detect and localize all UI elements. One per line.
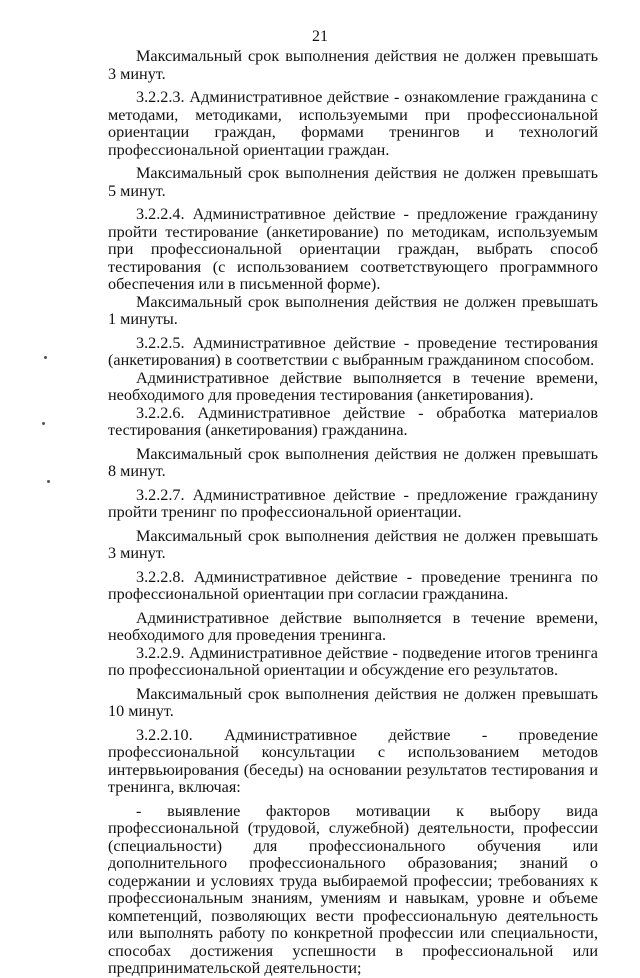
paragraph: Максимальный срок выполнения действия не должен превышать 1 минуты. bbox=[108, 292, 598, 328]
paragraph: 3.2.2.8. Административное действие - проведение тренинга по профессиональной ориентации при согласии гражданина. bbox=[108, 567, 598, 603]
paragraph: Административное действие выполняется в течение времени, необходимого для проведения тестирования (анкетирования). bbox=[108, 368, 598, 404]
scan-mark bbox=[47, 480, 50, 483]
paragraph: 3.2.2.5. Административное действие - проведение тестирования (анкетирования) в соответствии с выбранным гражданином способом. bbox=[108, 333, 598, 369]
paragraph: Максимальный срок выполнения действия не должен превышать 5 минут. bbox=[108, 164, 598, 200]
paragraph: 3.2.2.9. Административное действие - подведение итогов тренинга по профессиональной ориентации и обсуждение его результатов. bbox=[108, 643, 598, 679]
list-item: - выявление факторов мотивации к выбору вида профессиональной (трудовой, служебной) деятельности, профессии (специальности) для профессионального обучения или дополнительного профессионального образования; знаний о содержании и условиях труда выбираемой профессии; требованиях к профессиональным знаниям, умениям и навыкам, уровне и объеме компетенций, позволяющих вести профессиональную деятельность или выполнять работу по конкретной профессии или специальности, способах достижения успешности в профессиональной или предпринимательской деятельности; bbox=[108, 801, 598, 977]
paragraph: Максимальный срок выполнения действия не должен превышать 3 минут. bbox=[108, 47, 598, 83]
paragraph: 3.2.2.7. Административное действие - предложение гражданину пройти тренинг по профессиональной ориентации. bbox=[108, 485, 598, 521]
paragraph: 3.2.2.4. Административное действие - предложение гражданину пройти тестирование (анкетирование) по методикам, используемым при профессиональной ориентации граждан, выбрать способ тестирования (с использованием соответствующего программного обеспечения или в письменной форме). bbox=[108, 205, 598, 293]
scan-mark bbox=[44, 356, 47, 359]
paragraph: Административное действие выполняется в течение времени, необходимого для проведения тренинга. bbox=[108, 608, 598, 644]
paragraph: 3.2.2.10. Административное действие - проведение профессиональной консультации с использованием методов интервьюирования (беседы) на основании результатов тестирования и тренинга, включая: bbox=[108, 725, 598, 796]
paragraph: 3.2.2.6. Административное действие - обработка материалов тестирования (анкетирования) гражданина. bbox=[108, 403, 598, 439]
paragraph: 3.2.2.3. Административное действие - ознакомление гражданина с методами, методиками, используемыми при профессиональной ориентации граждан, формами тренингов и технологий профессиональной ориентации граждан. bbox=[108, 88, 598, 159]
scan-mark bbox=[42, 422, 45, 425]
paragraph: Максимальный срок выполнения действия не должен превышать 8 минут. bbox=[108, 444, 598, 480]
paragraph: Максимальный срок выполнения действия не должен превышать 3 минут. bbox=[108, 526, 598, 562]
page-number: 21 bbox=[312, 28, 328, 45]
document-body bbox=[108, 48, 598, 978]
paragraph: Максимальный срок выполнения действия не должен превышать 10 минут. bbox=[108, 684, 598, 720]
